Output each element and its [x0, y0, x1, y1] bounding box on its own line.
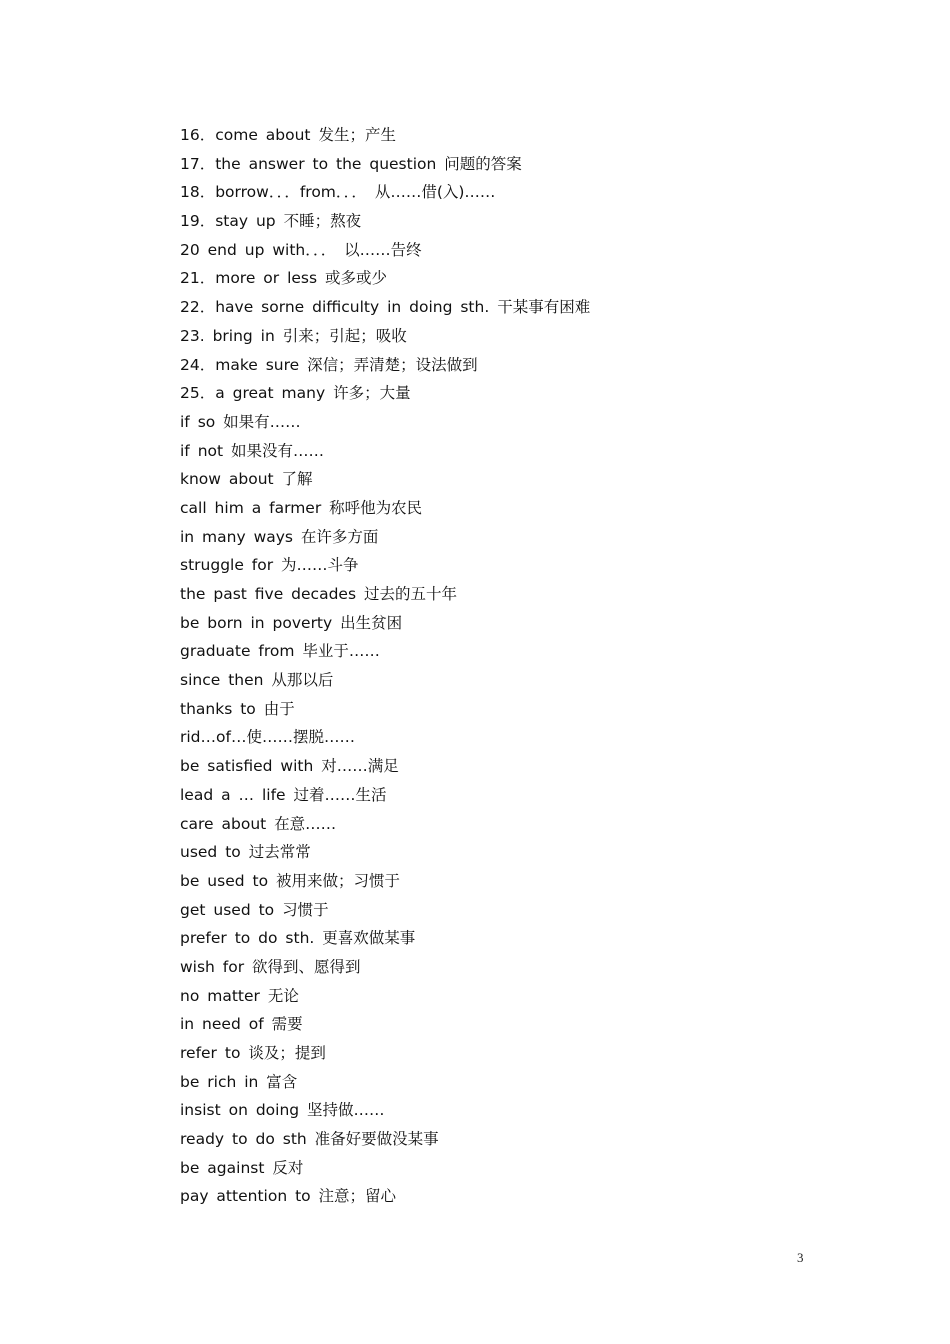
phrase-line: 19．stay up 不睡；熬夜 — [180, 212, 362, 231]
phrase-line: insist on doing 坚持做…… — [180, 1101, 385, 1120]
phrase-line: thanks to 由于 — [180, 699, 295, 718]
phrase-line: used to 过去常常 — [180, 843, 311, 862]
phrase-line: 16．come about 发生；产生 — [180, 126, 396, 144]
phrase-line: be used to 被用来做；习惯于 — [180, 871, 400, 890]
phrase-line: rid…of…使……摆脱…… — [180, 728, 355, 747]
phrase-line: be against 反对 — [180, 1158, 304, 1177]
phrase-line: 23. bring in 引来；引起；吸收 — [180, 326, 407, 345]
phrase-list — [180, 121, 590, 1211]
phrase-line: graduate from 毕业于…… — [180, 642, 380, 661]
phrase-line: 21．more or less 或多或少 — [180, 269, 388, 288]
phrase-line: ready to do sth 准备好要做没某事 — [180, 1130, 439, 1149]
page-number: 3 — [797, 1250, 804, 1265]
phrase-line: 18．borrow．．．from．．． 从……借(入)…… — [180, 183, 496, 202]
phrase-line: be satisfied with 对……满足 — [180, 757, 399, 776]
phrase-line: 24．make sure 深信；弄清楚；设法做到 — [180, 355, 478, 374]
phrase-line: care about 在意…… — [180, 814, 337, 833]
phrase-line: if so 如果有…… — [180, 412, 301, 431]
phrase-line: call him a farmer 称呼他为农民 — [180, 498, 423, 517]
phrase-line: 25．a great many 许多；大量 — [180, 384, 411, 403]
phrase-line: refer to 谈及；提到 — [180, 1044, 326, 1062]
phrase-line: wish for 欲得到、愿得到 — [180, 957, 361, 976]
phrase-line: be rich in 富含 — [180, 1072, 298, 1091]
phrase-line: lead a … life 过着……生活 — [180, 785, 387, 804]
phrase-line: struggle for 为……斗争 — [180, 556, 359, 575]
phrase-line: be born in poverty 出生贫困 — [180, 613, 403, 632]
phrase-line: get used to 习惯于 — [180, 900, 329, 919]
phrase-line: no matter 无论 — [180, 986, 299, 1005]
phrase-line: in many ways 在许多方面 — [180, 527, 379, 546]
phrase-line: in need of 需要 — [180, 1015, 303, 1034]
phrase-line: know about 了解 — [180, 470, 313, 489]
phrase-line: 20 end up with．．． 以……告终 — [180, 240, 422, 259]
phrase-line: prefer to do sth. 更喜欢做某事 — [180, 929, 416, 948]
phrase-line: if not 如果没有…… — [180, 441, 325, 460]
phrase-line: the past five decades 过去的五十年 — [180, 585, 457, 603]
phrase-line: pay attention to 注意；留心 — [180, 1187, 397, 1206]
phrase-line: 22．have sorne difficulty in doing sth. 干某事有困难 — [180, 298, 591, 317]
phrase-line: since then 从那以后 — [180, 671, 334, 690]
phrase-line: 17．the answer to the question 问题的答案 — [180, 154, 522, 173]
